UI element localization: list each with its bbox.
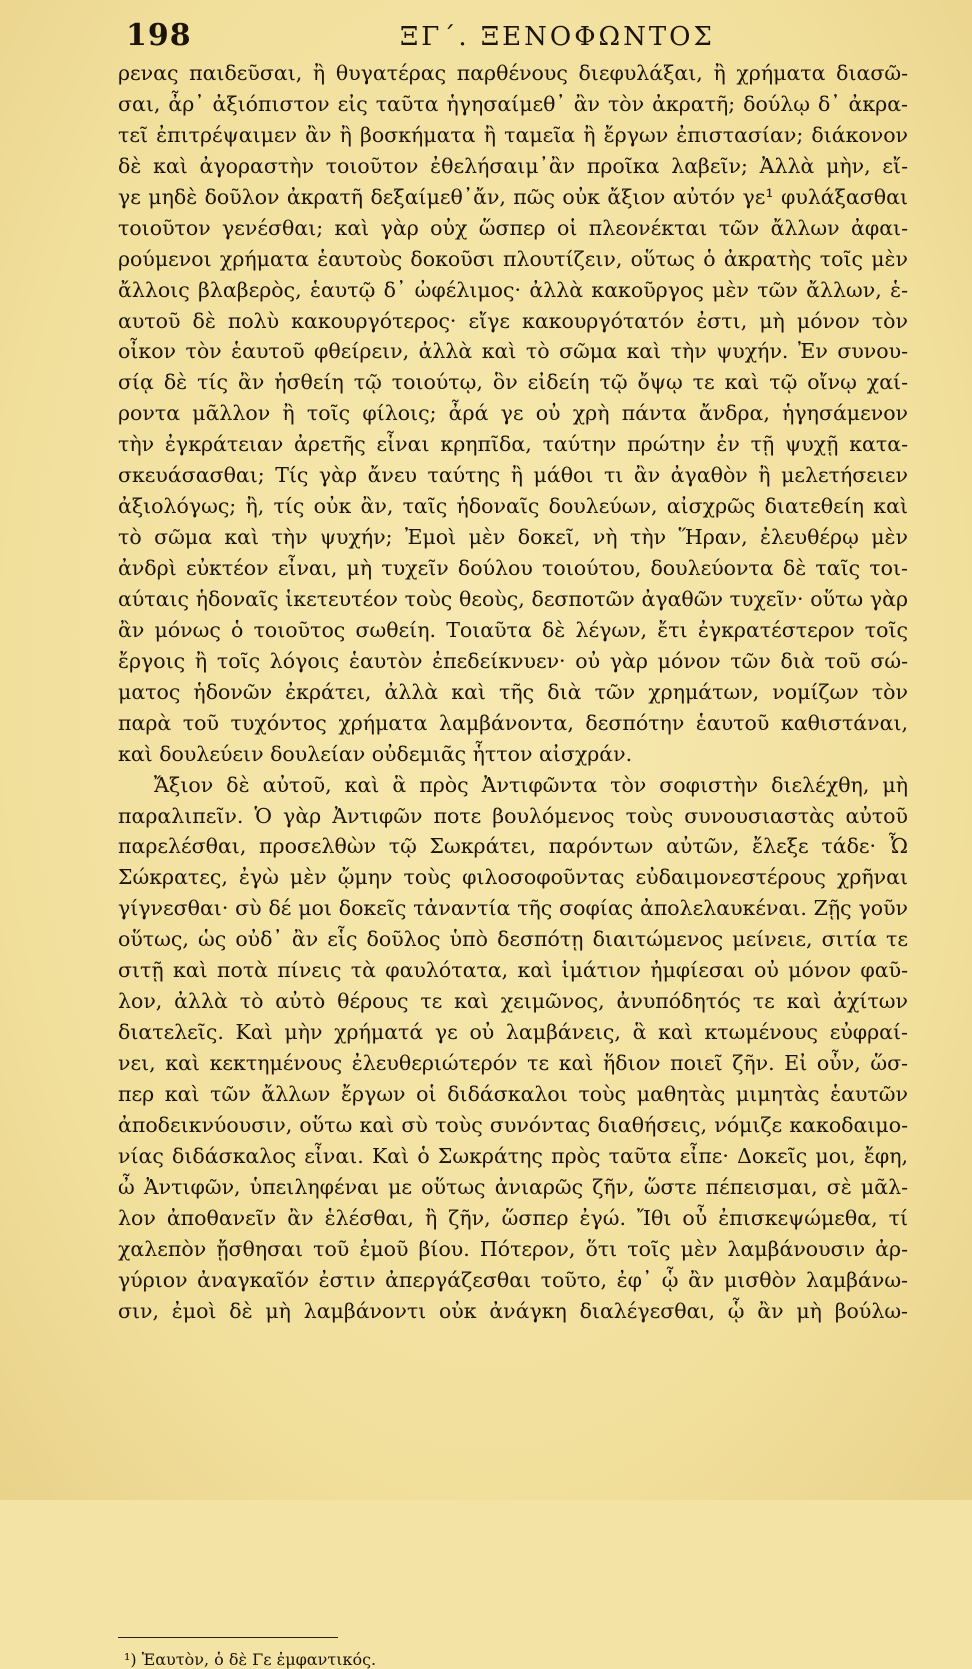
text-line: ροντα μᾶλλον ἢ τοῖς φίλοις; ἆρά γε οὐ χρὴ πάντα ἄνδρα, ἡγησάμενον xyxy=(118,401,908,426)
text-line: Σώκρατες, ἐγὼ μὲν ᾤμην τοὺς φιλοσοφοῦντας εὐδαιμονεστέρους χρῆναι xyxy=(118,865,908,890)
paragraph-start-line: Ἄξιον δὲ αὐτοῦ, καὶ ἃ πρὸς Ἀντιφῶντα τὸν σοφιστὴν διελέχθη, μὴ xyxy=(154,772,908,797)
text-line: διατελεῖς. Καὶ μὴν χρήματά γε οὐ λαμβάνεις, ἃ καὶ κτωμένους εὐφραί- xyxy=(118,1020,908,1045)
text-line: περ καὶ τῶν ἄλλων ἔργων οἱ διδάσκαλοι τοὺς μαθητὰς μιμητὰς ἑαυτῶν xyxy=(118,1081,908,1106)
text-line: αύταις ἡδοναῖς ἱκετευτέον τοὺς θεοὺς, δεσποτῶν ἀγαθῶν τυχεῖν· οὕτω γὰρ xyxy=(118,586,908,611)
text-line: αυτοῦ δὲ πολὺ κακουργότερος· εἴγε κακουργότατόν ἐστι, μὴ μόνον τὸν xyxy=(118,308,908,333)
text-line: τεῖ ἐπιτρέψαιμεν ἂν ἢ βοσκήματα ἢ ταμεῖα ἢ ἔργων ἐπιστασίαν; διάκονον xyxy=(118,122,908,147)
page-header xyxy=(118,14,908,58)
text-line: νει, καὶ κεκτημένους ἐλευθεριώτερόν τε καὶ ἥδιον ποιεῖ ζῆν. Εἰ οὖν, ὥσ- xyxy=(118,1051,908,1075)
text-line: δὲ καὶ ἀγοραστὴν τοιοῦτον ἐθελήσαιμ᾽ἂν προῖκα λαβεῖν; Ἀλλὰ μὴν, εἴ- xyxy=(118,153,908,178)
text-line: χαλεπὸν ᾔσθησαι τοῦ ἐμοῦ βίου. Πότερον, ὅτι τοῖς μὲν λαμβάνουσιν ἀρ- xyxy=(118,1236,908,1261)
paragraph-end-line: καὶ δουλεύειν δουλείαν οὐδεμιᾶς ἧττον αἰσχράν. xyxy=(118,741,633,766)
text-line: γύριον ἀναγκαῖόν ἐστιν ἀπεργάζεσθαι τοῦτο, ἐφ᾽ ᾧ ἂν μισθὸν λαμβάνω- xyxy=(118,1267,908,1292)
text-line: σιτῇ καὶ ποτὰ πίνεις τὰ φαυλότατα, καὶ ἱμάτιον ἠμφίεσαι οὐ μόνον φαῦ- xyxy=(118,958,908,983)
text-line: λον ἀποθανεῖν ἂν ἑλέσθαι, ἢ ζῆν, ὥσπερ ἐγώ. Ἴθι οὖ ἐπισκεψώμεθα, τί xyxy=(118,1205,908,1230)
footnote-divider xyxy=(118,1637,338,1638)
text-line: τοιοῦτον γενέσθαι; καὶ γὰρ οὐχ ὥσπερ οἱ πλεονέκται τῶν ἄλλων ἀφαι- xyxy=(118,215,908,240)
text-line: σκευάσασθαι; Τίς γὰρ ἄνευ ταύτης ἢ μάθοι τι ἂν ἀγαθὸν ἢ μελετήσειεν xyxy=(118,463,908,488)
text-line: παραλιπεῖν. Ὁ γὰρ Ἀντιφῶν ποτε βουλόμενος τοὺς συνουσιαστὰς αὐτοῦ xyxy=(118,803,908,828)
text-line: γε μηδὲ δοῦλον ἀκρατῆ δεξαίμεθ᾽ἄν, πῶς οὐκ ἄξιον αὐτόν γε¹ φυλάξασθαι xyxy=(118,184,908,209)
text-line: σίᾳ δὲ τίς ἂν ἡσθείη τῷ τοιούτῳ, ὃν εἰδείη τῷ ὄψῳ τε καὶ τῷ οἴνῳ χαί- xyxy=(118,370,908,395)
text-line: ἂν μόνως ὁ τοιοῦτος σωθείη. Τοιαῦτα δὲ λέγων, ἔτι ἐγκρατέστερον τοῖς xyxy=(118,617,908,642)
text-line: ρενας παιδεῦσαι, ἢ θυγατέρας παρθένους διεφυλάξαι, ἢ χρήματα διασῶ- xyxy=(118,61,908,85)
text-line: ὦ Ἀντιφῶν, ὑπειληφέναι με οὕτως ἀνιαρῶς ζῆν, ὥστε πέπεισμαι, σὲ μᾶλ- xyxy=(118,1174,908,1199)
footnote: ¹) Ἑαυτὸν, ὁ δὲ Γε ἐμφαντικός. xyxy=(124,1650,377,1669)
text-line: ἄλλοις βλαβερὸς, ἑαυτῷ δ᾽ ὠφέλιμος· ἀλλὰ κακοῦργος μὲν τῶν ἄλλων, ἑ- xyxy=(118,277,908,302)
text-line: ρούμενοι χρήματα ἑαυτοὺς δοκοῦσι πλουτίζειν, οὕτως ὁ ἀκρατὴς τοῖς μὲν xyxy=(118,246,908,271)
text-line: τὴν ἐγκράτειαν ἀρετῆς εἶναι κρηπῖδα, ταύτην πρώτην ἐν τῇ ψυχῇ κατα- xyxy=(118,432,908,457)
running-title: ΞΓ΄. ΞΕΝΟΦΩΝΤΟΣ xyxy=(400,22,715,52)
body-text xyxy=(118,58,908,1326)
page-number: 198 xyxy=(126,18,192,53)
text-line: οὕτως, ὡς οὐδ᾽ ἂν εἷς δοῦλος ὑπὸ δεσπότῃ διαιτώμενος μείνειε, σιτία τε xyxy=(118,927,908,952)
text-line: ἀξιολόγως; ἢ, τίς οὐκ ἂν, ταῖς ἡδοναῖς δουλεύων, αἰσχρῶς διατεθείη καὶ xyxy=(118,494,908,519)
text-line: ἔργοις ἢ τοῖς λόγοις ἑαυτὸν ἐπεδείκνυεν· οὐ γὰρ μόνον τῶν διὰ τοῦ σώ- xyxy=(118,648,908,673)
text-line: ἀνδρὶ εὐκτέον εἶναι, μὴ τυχεῖν δούλου τοιούτου, δουλεύοντα δὲ ταῖς τοι- xyxy=(118,556,908,580)
text-line: παρελέσθαι, προσελθὼν τῷ Σωκράτει, παρόντων αὐτῶν, ἔλεξε τάδε· Ὦ xyxy=(118,834,908,859)
text-line: νίας διδάσκαλος εἶναι. Καὶ ὁ Σωκράτης πρὸς ταῦτα εἶπε· Δοκεῖς μοι, ἔφη, xyxy=(118,1143,908,1168)
text-line: γίγνεσθαι· σὺ δέ μοι δοκεῖς τἀναντία τῆς σοφίας ἀπολελαυκέναι. Ζῇς γοῦν xyxy=(118,896,908,921)
text-line: παρὰ τοῦ τυχόντος χρήματα λαμβάνοντα, δεσπότην ἑαυτοῦ καθιστάναι, xyxy=(118,710,908,735)
text-line: ματος ἡδονῶν ἐκράτει, ἀλλὰ καὶ τῆς διὰ τῶν χρημάτων, νομίζων τὸν xyxy=(118,679,908,704)
text-line: σιν, ἐμοὶ δὲ μὴ λαμβάνοντι οὐκ ἀνάγκη διαλέγεσθαι, ᾧ ἂν μὴ βούλω- xyxy=(118,1298,908,1323)
text-line: ἀποδεικνύουσιν, οὕτω καὶ σὺ τοὺς συνόντας διαθήσεις, νόμιζε κακοδαιμο- xyxy=(118,1112,908,1137)
text-line: λον, ἀλλὰ τὸ αὐτὸ θέρους τε καὶ χειμῶνος, ἀνυπόδητός τε καὶ ἀχίτων xyxy=(118,989,908,1014)
text-line: σαι, ἆρ᾽ ἀξιόπιστον εἰς ταῦτα ἡγησαίμεθ᾽ ἂν τὸν ἀκρατῆ; δούλῳ δ᾽ ἀκρα- xyxy=(118,91,908,116)
text-line: οἶκον τὸν ἑαυτοῦ φθείρειν, ἀλλὰ καὶ τὸ σῶμα καὶ τὴν ψυχήν. Ἐν συνου- xyxy=(118,339,908,364)
text-line: τὸ σῶμα καὶ τὴν ψυχήν; Ἐμοὶ μὲν δοκεῖ, νὴ τὴν Ἥραν, ἐλευθέρῳ μὲν xyxy=(118,525,908,550)
